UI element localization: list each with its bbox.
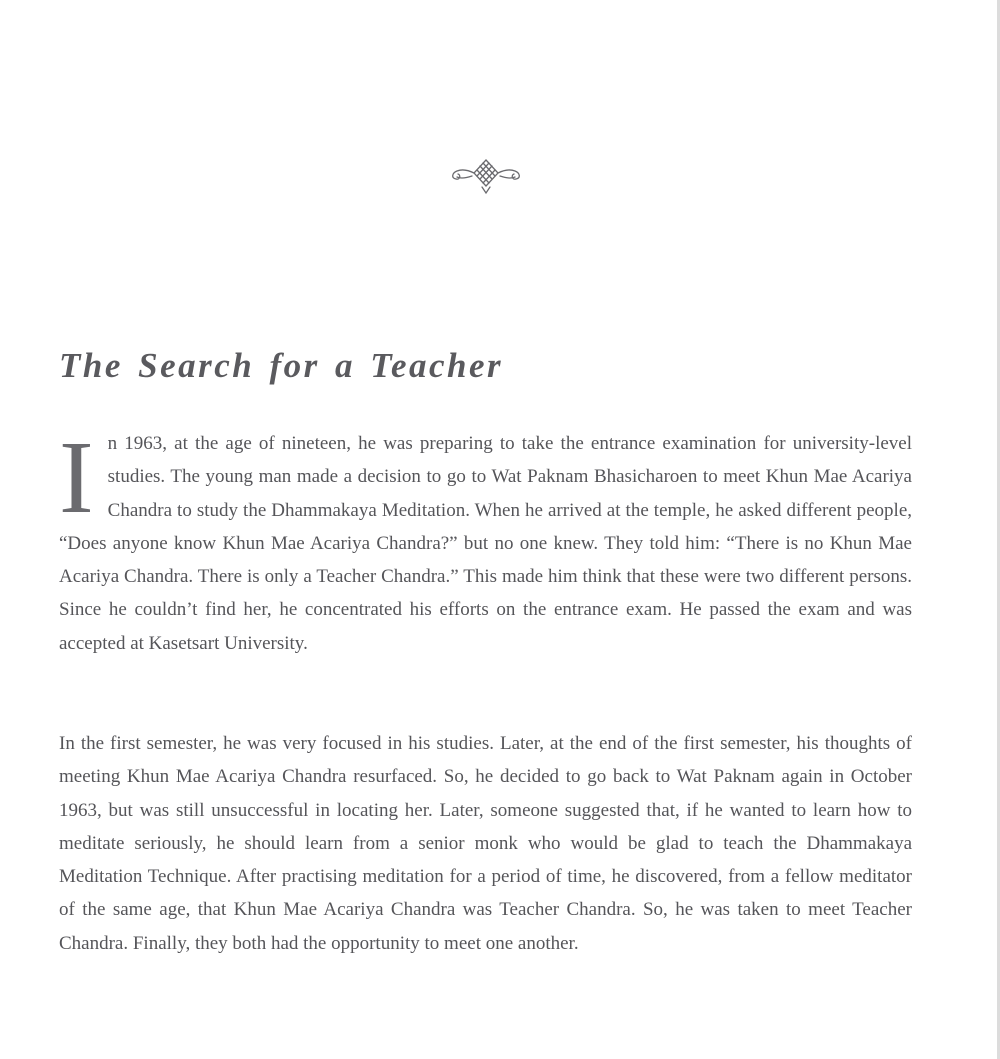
chapter-title: The Search for a Teacher: [59, 346, 504, 385]
paragraph-1-text: n 1963, at the age of nineteen, he was preparing to take the entrance examination for university-level studies. The young man made a decision to go to Wat Paknam Bhasicharoen to meet Khun Mae Acariya Chandra to study the Dhammakaya Meditation. When he arrived at the temple, he asked different people, “Does anyone know Khun Mae Acariya Chandra?” but no one knew. They told him: “There is no Khun Mae Acariya Chandra. There is only a Teacher Chandra.” This made him think that these were two different persons. Since he couldn’t find her, he concentrated his efforts on the entrance exam. He passed the exam and was accepted at Kasetsart University.: [59, 433, 912, 654]
paragraph-2-text: In the first semester, he was very focused in his studies. Later, at the end of the first semester, his thoughts of meeting Khun Mae Acariya Chandra resurfaced. So, he decided to go back to Wat Paknam again in October 1963, but was still unsuccessful in locating her. Later, someone suggested that, if he wanted to learn how to meditate seriously, he should learn from a senior monk who would be glad to teach the Dhammakaya Meditation Technique. After practising meditation for a period of time, he discovered, from a fellow meditator of the same age, that Khun Mae Acariya Chandra was Teacher Chandra. So, he was taken to meet Teacher Chandra. Finally, they both had the opportunity to meet one another.: [59, 733, 912, 954]
endless-knot-ornament-icon: [448, 156, 524, 196]
drop-cap: I: [59, 420, 94, 535]
paragraph-1: [59, 420, 912, 660]
paragraph-2: [59, 727, 912, 960]
